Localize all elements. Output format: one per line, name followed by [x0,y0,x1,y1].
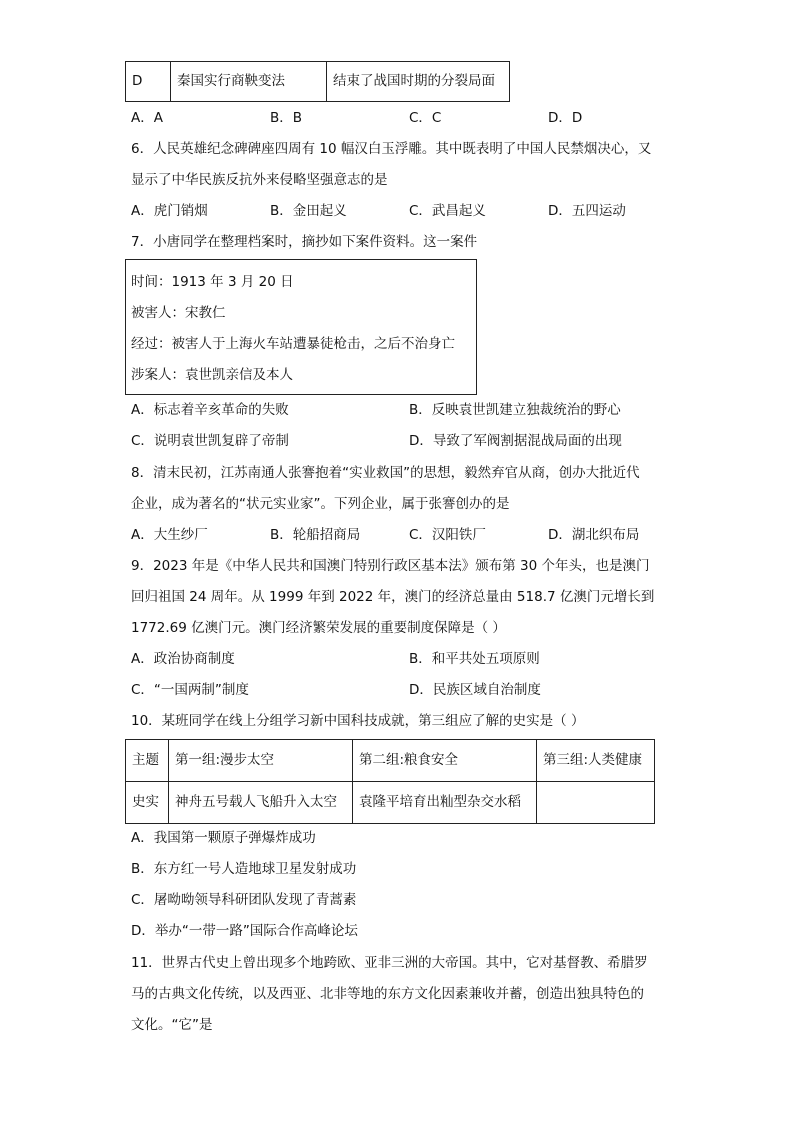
q7-stem: 7．小唐同学在整理档案时，摘抄如下案件资料。这一案件 [131,234,478,250]
q9-stem-line1: 9．2023 年是《中华人民共和国澳门特别行政区基本法》颁布第 30 个年头，也是澳门 [131,558,650,574]
q6-stem-line1: 6．人民英雄纪念碑碑座四周有 10 幅汉白玉浮雕。其中既表明了中国人民禁烟决心，又 [131,141,652,157]
q10-fact-group3 [537,782,655,824]
q5-table-event: 秦国实行商鞅变法 [171,62,327,102]
q5-table [125,61,510,102]
q6-stem-line2: 显示了中华民族反抗外来侵略坚强意志的是 [131,172,388,188]
q10-option-d: D．举办“一带一路”国际合作高峰论坛 [131,923,358,939]
q7-case-box [125,259,477,395]
q9-option-a: A．政治协商制度 [131,651,235,667]
q7-case-victim: 被害人：宋教仁 [131,305,226,321]
q11-stem-line2: 马的古典文化传统，以及西亚、北非等地的东方文化因素兼收并蓄，创造出独具特色的 [131,986,644,1002]
q10-header-group3: 第三组:人类健康 [537,740,655,782]
q9-stem-line3: 1772.69 亿澳门元。澳门经济繁荣发展的重要制度保障是（ ） [131,620,506,636]
q10-table-fact-row [126,782,655,824]
q6-option-d: D．五四运动 [548,203,626,219]
q8-option-c: C．汉阳铁厂 [409,527,486,543]
q9-stem-line2: 回归祖国 24 周年。从 1999 年到 2022 年，澳门的经济总量由 518.7 亿澳门元增长到 [131,589,655,605]
q9-option-c: C．“一国两制”制度 [131,682,249,698]
q11-stem-line3: 文化。“它”是 [131,1017,213,1033]
q5-table-label: D [126,62,171,102]
q7-option-c: C．说明袁世凯复辟了帝制 [131,433,289,449]
q5-option-a: A．A [131,110,163,126]
q5-option-c: C．C [409,110,442,126]
q5-table-result: 结束了战国时期的分裂局面 [327,62,510,102]
q10-fact-group1: 神舟五号载人飞船升入太空 [169,782,353,824]
q10-table [125,739,655,824]
q7-option-b: B．反映袁世凯建立独裁统治的野心 [409,402,621,418]
q5-option-d: D．D [548,110,583,126]
q10-option-a: A．我国第一颗原子弹爆炸成功 [131,830,316,846]
q10-table-header-row [126,740,655,782]
q7-option-a: A．标志着辛亥革命的失败 [131,402,289,418]
q10-header-group2: 第二组:粮食安全 [353,740,537,782]
q9-option-d: D．民族区域自治制度 [409,682,541,698]
q9-option-b: B．和平共处五项原则 [409,651,540,667]
q7-case-time: 时间：1913 年 3 月 20 日 [131,274,294,290]
q6-option-a: A．虎门销烟 [131,203,208,219]
q6-option-c: C．武昌起义 [409,203,486,219]
q7-case-suspect: 涉案人：袁世凯亲信及本人 [131,367,293,383]
q8-stem-line1: 8．清末民初，江苏南通人张謇抱着“实业救国”的思想，毅然弃官从商，创办大批近代 [131,465,640,481]
q10-option-b: B．东方红一号人造地球卫星发射成功 [131,861,357,877]
q10-stem: 10．某班同学在线上分组学习新中国科技成就，第三组应了解的史实是（ ） [131,713,585,729]
q8-stem-line2: 企业，成为著名的“状元实业家”。下列企业，属于张謇创办的是 [131,496,510,512]
q11-stem-line1: 11．世界古代史上曾出现多个地跨欧、亚非三洲的大帝国。其中，它对基督教、希腊罗 [131,955,648,971]
q6-option-b: B．金田起义 [270,203,347,219]
q10-header-topic: 主题 [126,740,169,782]
q7-option-d: D．导致了军阀割据混战局面的出现 [409,433,622,449]
q7-case-process: 经过：被害人于上海火车站遭暴徒枪击，之后不治身亡 [131,336,455,352]
q8-option-b: B．轮船招商局 [270,527,361,543]
q5-option-b: B．B [270,110,303,126]
q10-option-c: C．屠呦呦领导科研团队发现了青蒿素 [131,892,357,908]
q10-fact-group2: 袁隆平培育出籼型杂交水稻 [353,782,537,824]
q8-option-d: D．湖北织布局 [548,527,640,543]
q10-header-group1: 第一组:漫步太空 [169,740,353,782]
q10-row-label: 史实 [126,782,169,824]
q8-option-a: A．大生纱厂 [131,527,208,543]
